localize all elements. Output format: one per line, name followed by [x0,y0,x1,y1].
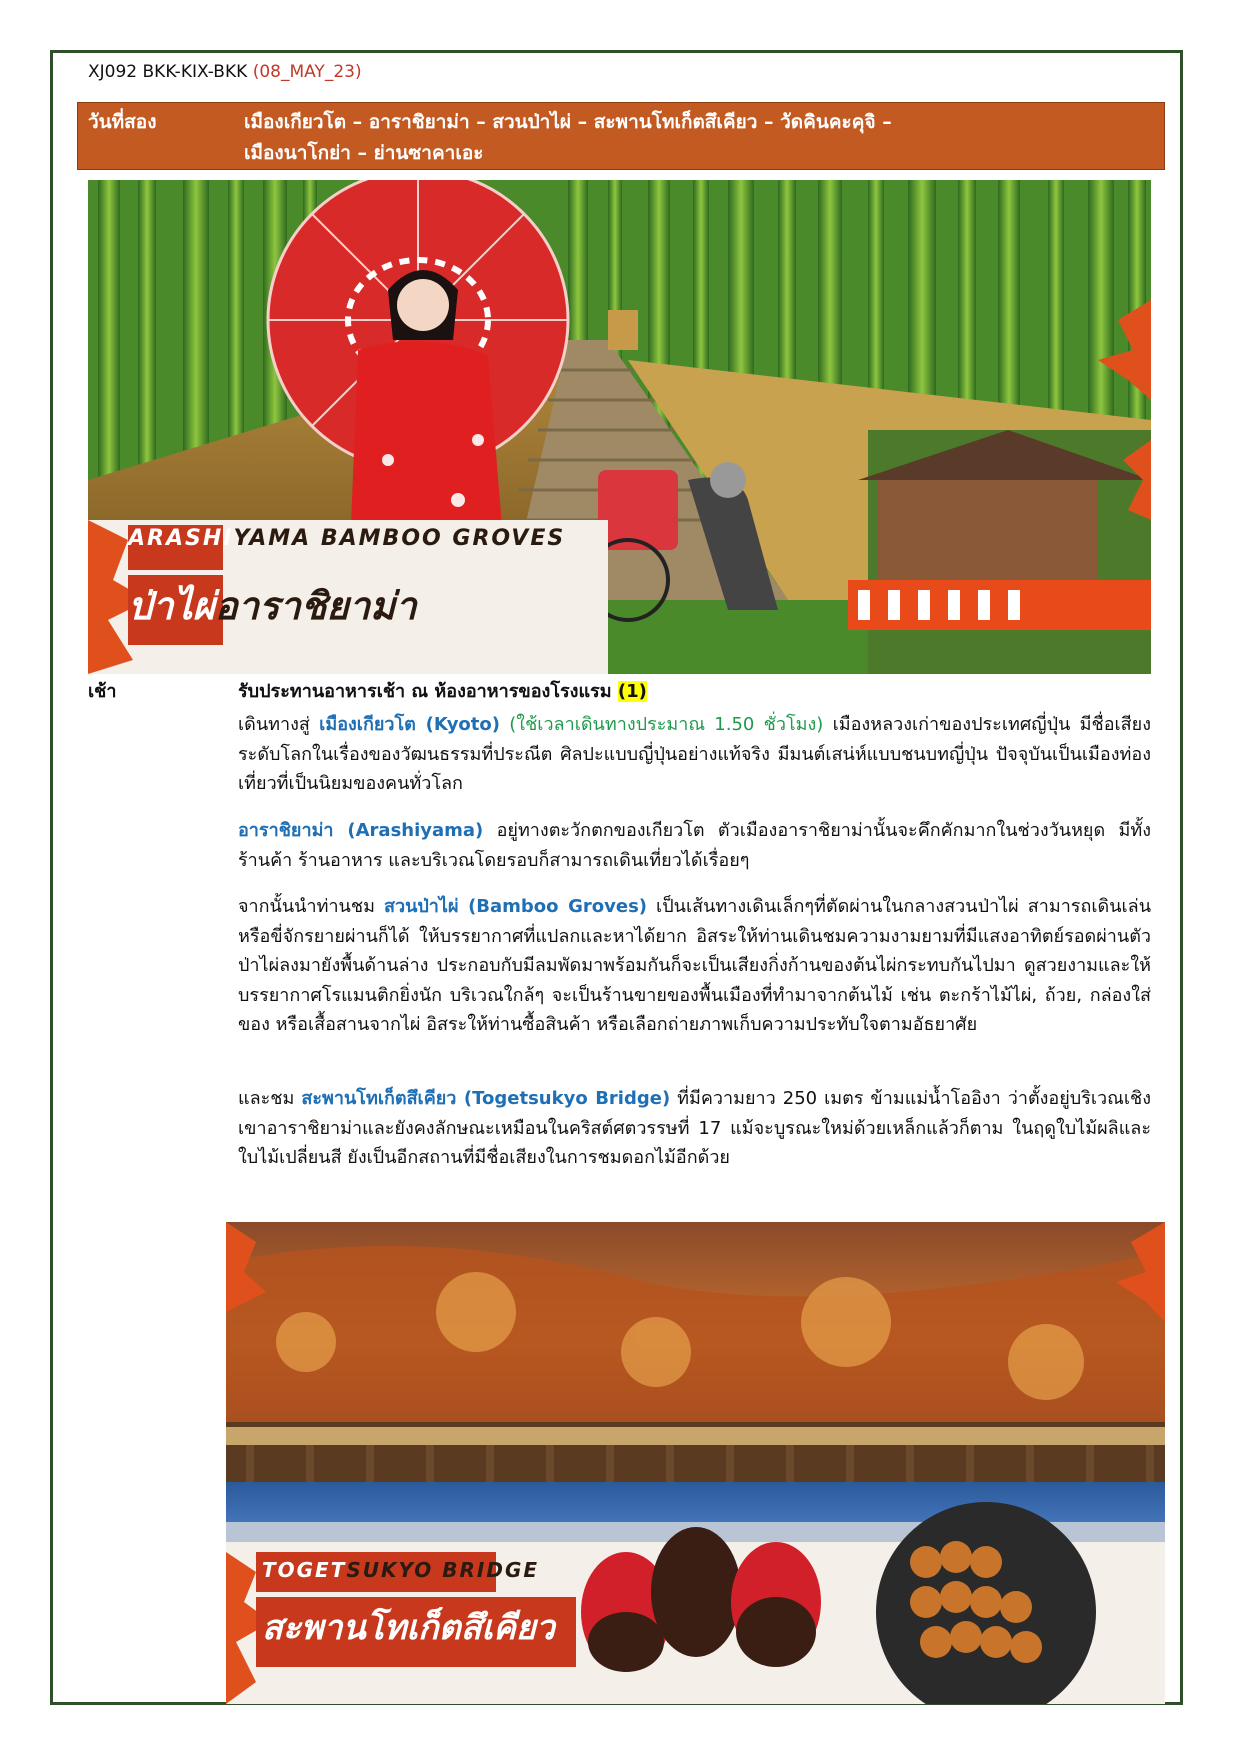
banner1-caption-th [128,575,417,636]
banner2-caption-th [262,1600,555,1654]
banner1-caption-th-rest: อาราชิยาม่า [214,583,417,628]
paragraph-arashiyama [238,816,1151,875]
tour-code [88,62,362,82]
arashiyama-banner [88,180,1151,674]
day-header-bar [77,102,1165,170]
p3-post: เป็นเส้นทางเดินเล็กๆที่ตัดผ่านในกลางสวนป่าไผ่ สามารถเดินเล่นหรือขี่จักรยายผ่านก็ได้ ให้บรรยากาศที่แปลกและหาได้ยาก อิสระให้ท่านเดินชมความงามยามที่มีแสงอาทิตย์รอดผ่านตัวป่าไผ่ลงมายังพื้นด้านล่าง ประกอบกับมีลมพัดมาพร้อมกันก็จะเป็นเสียงกิ่งก้านของต้นไผ่กระทบกันไปมา ดูสวยงามและให้บรรยากาศโรแมนติกยิ่งนัก บริเวณใกล้ๆ จะเป็นร้านขายของพื้นเมืองที่ทำมาจากต้นไม้ เช่น ตะกร้าไม้ไผ่, ถ้วย, กล่องใส่ของ หรือเสื้อสานจากไผ่ อิสระให้ท่านซื้อสินค้า หรือเลือกถ่ายภาพเก็บความประทับใจตามอัธยาศัย [238,896,1151,1035]
banner1-caption-en-highlight: ARASHI [128,526,234,551]
meal-label: เช้า [88,681,117,702]
p1-post: เมืองหลวงเก่าของประเทศญี่ปุ่น มีชื่อเสียงระดับโลกในเรื่องของวัฒนธรรมที่ประณีต ศิลปะแบบญี่ปุ่นอย่างแท้จริง มีมนต์เสน่ห์แบบชนบทญี่ปุ่น ปัจจุบันเป็นเมืองท่องเที่ยวที่เป็นนิยมของคนทั่วโลก [238,714,1151,794]
p4-highlight: สะพานโทเก็ตสึเคียว (Togetsukyo Bridge) [301,1088,671,1109]
banner1-caption-en-rest: YAMA BAMBOO GROVES [233,526,566,551]
p2-highlight: อาราชิยาม่า (Arashiyama) [238,820,484,841]
paragraph-kyoto [238,710,1151,799]
day-route-line1: เมืองเกียวโต – อาราชิยาม่า – สวนป่าไผ่ – สะพานโทเก็ตสึเคียว – วัดคินคะคุจิ – [244,111,892,133]
togetsukyo-banner [226,1222,1165,1704]
p1-pre: เดินทางสู่ [238,714,320,735]
banner1-caption-en [128,526,565,551]
p3-highlight: สวนป่าไผ่ (Bamboo Groves) [383,896,648,917]
banner2-caption-en-rest: SUKYO BRIDGE [346,1558,540,1582]
day-route-line2: เมืองนาโกย่า – ย่านซาคาเอะ [244,142,484,164]
tour-date: (08_MAY_23) [252,62,362,82]
banner2-caption-en-highlight: TOGET [262,1558,347,1582]
day-label: วันที่สอง [88,111,157,133]
tour-code-text: XJ092 BKK-KIX-BKK [88,62,248,82]
meal-description: รับประทานอาหารเช้า ณ ห้องอาหารของโรงแรม [238,681,612,702]
paragraph-bamboo-groves [238,892,1151,1040]
p1-highlight: เมืองเกียวโต (Kyoto) [319,714,500,735]
p3-pre: จากนั้นนำท่านชม [238,896,384,917]
banner2-caption-th-text: สะพานโทเก็ตสึเคียว [262,1608,555,1648]
p1-travel-time: (ใช้เวลาเดินทางประมาณ 1.50 ชั่วโมง) [500,714,824,735]
meal-text [238,676,647,705]
banner1-caption-th-highlight: ป่าไผ่ [128,583,215,628]
paragraph-togetsukyo [238,1084,1151,1173]
banner2-caption-en [262,1558,539,1582]
day-route [244,107,1144,169]
p4-pre: และชม [238,1088,302,1109]
p2-post: อยู่ทางตะวักตกของเกียวโต ตัวเมืองอาราชิยาม่านั้นจะคึกคักมากในช่วงวันหยุด มีทั้งร้านค้า ร้านอาหาร และบริเวณโดยรอบก็สามารถเดินเที่ยวได้เรื่อยๆ [238,820,1151,871]
meal-code: (1) [617,681,647,702]
p4-post: ที่มีความยาว 250 เมตร ข้ามแม่น้ำโออิงา ว่าตั้งอยู่บริเวณเชิงเขาอาราชิยาม่าและยังคงลักษณะเหมือนในคริสต์ศตวรรษที่ 17 แม้จะบูรณะใหม่ด้วยเหล็กแล้วก็ตาม ในฤดูใบไม้ผลิและใบไม้เปลี่ยนสี ยังเป็นอีกสถานที่มีชื่อเสียงในการชมดอกไม้อีกด้วย [238,1088,1151,1168]
